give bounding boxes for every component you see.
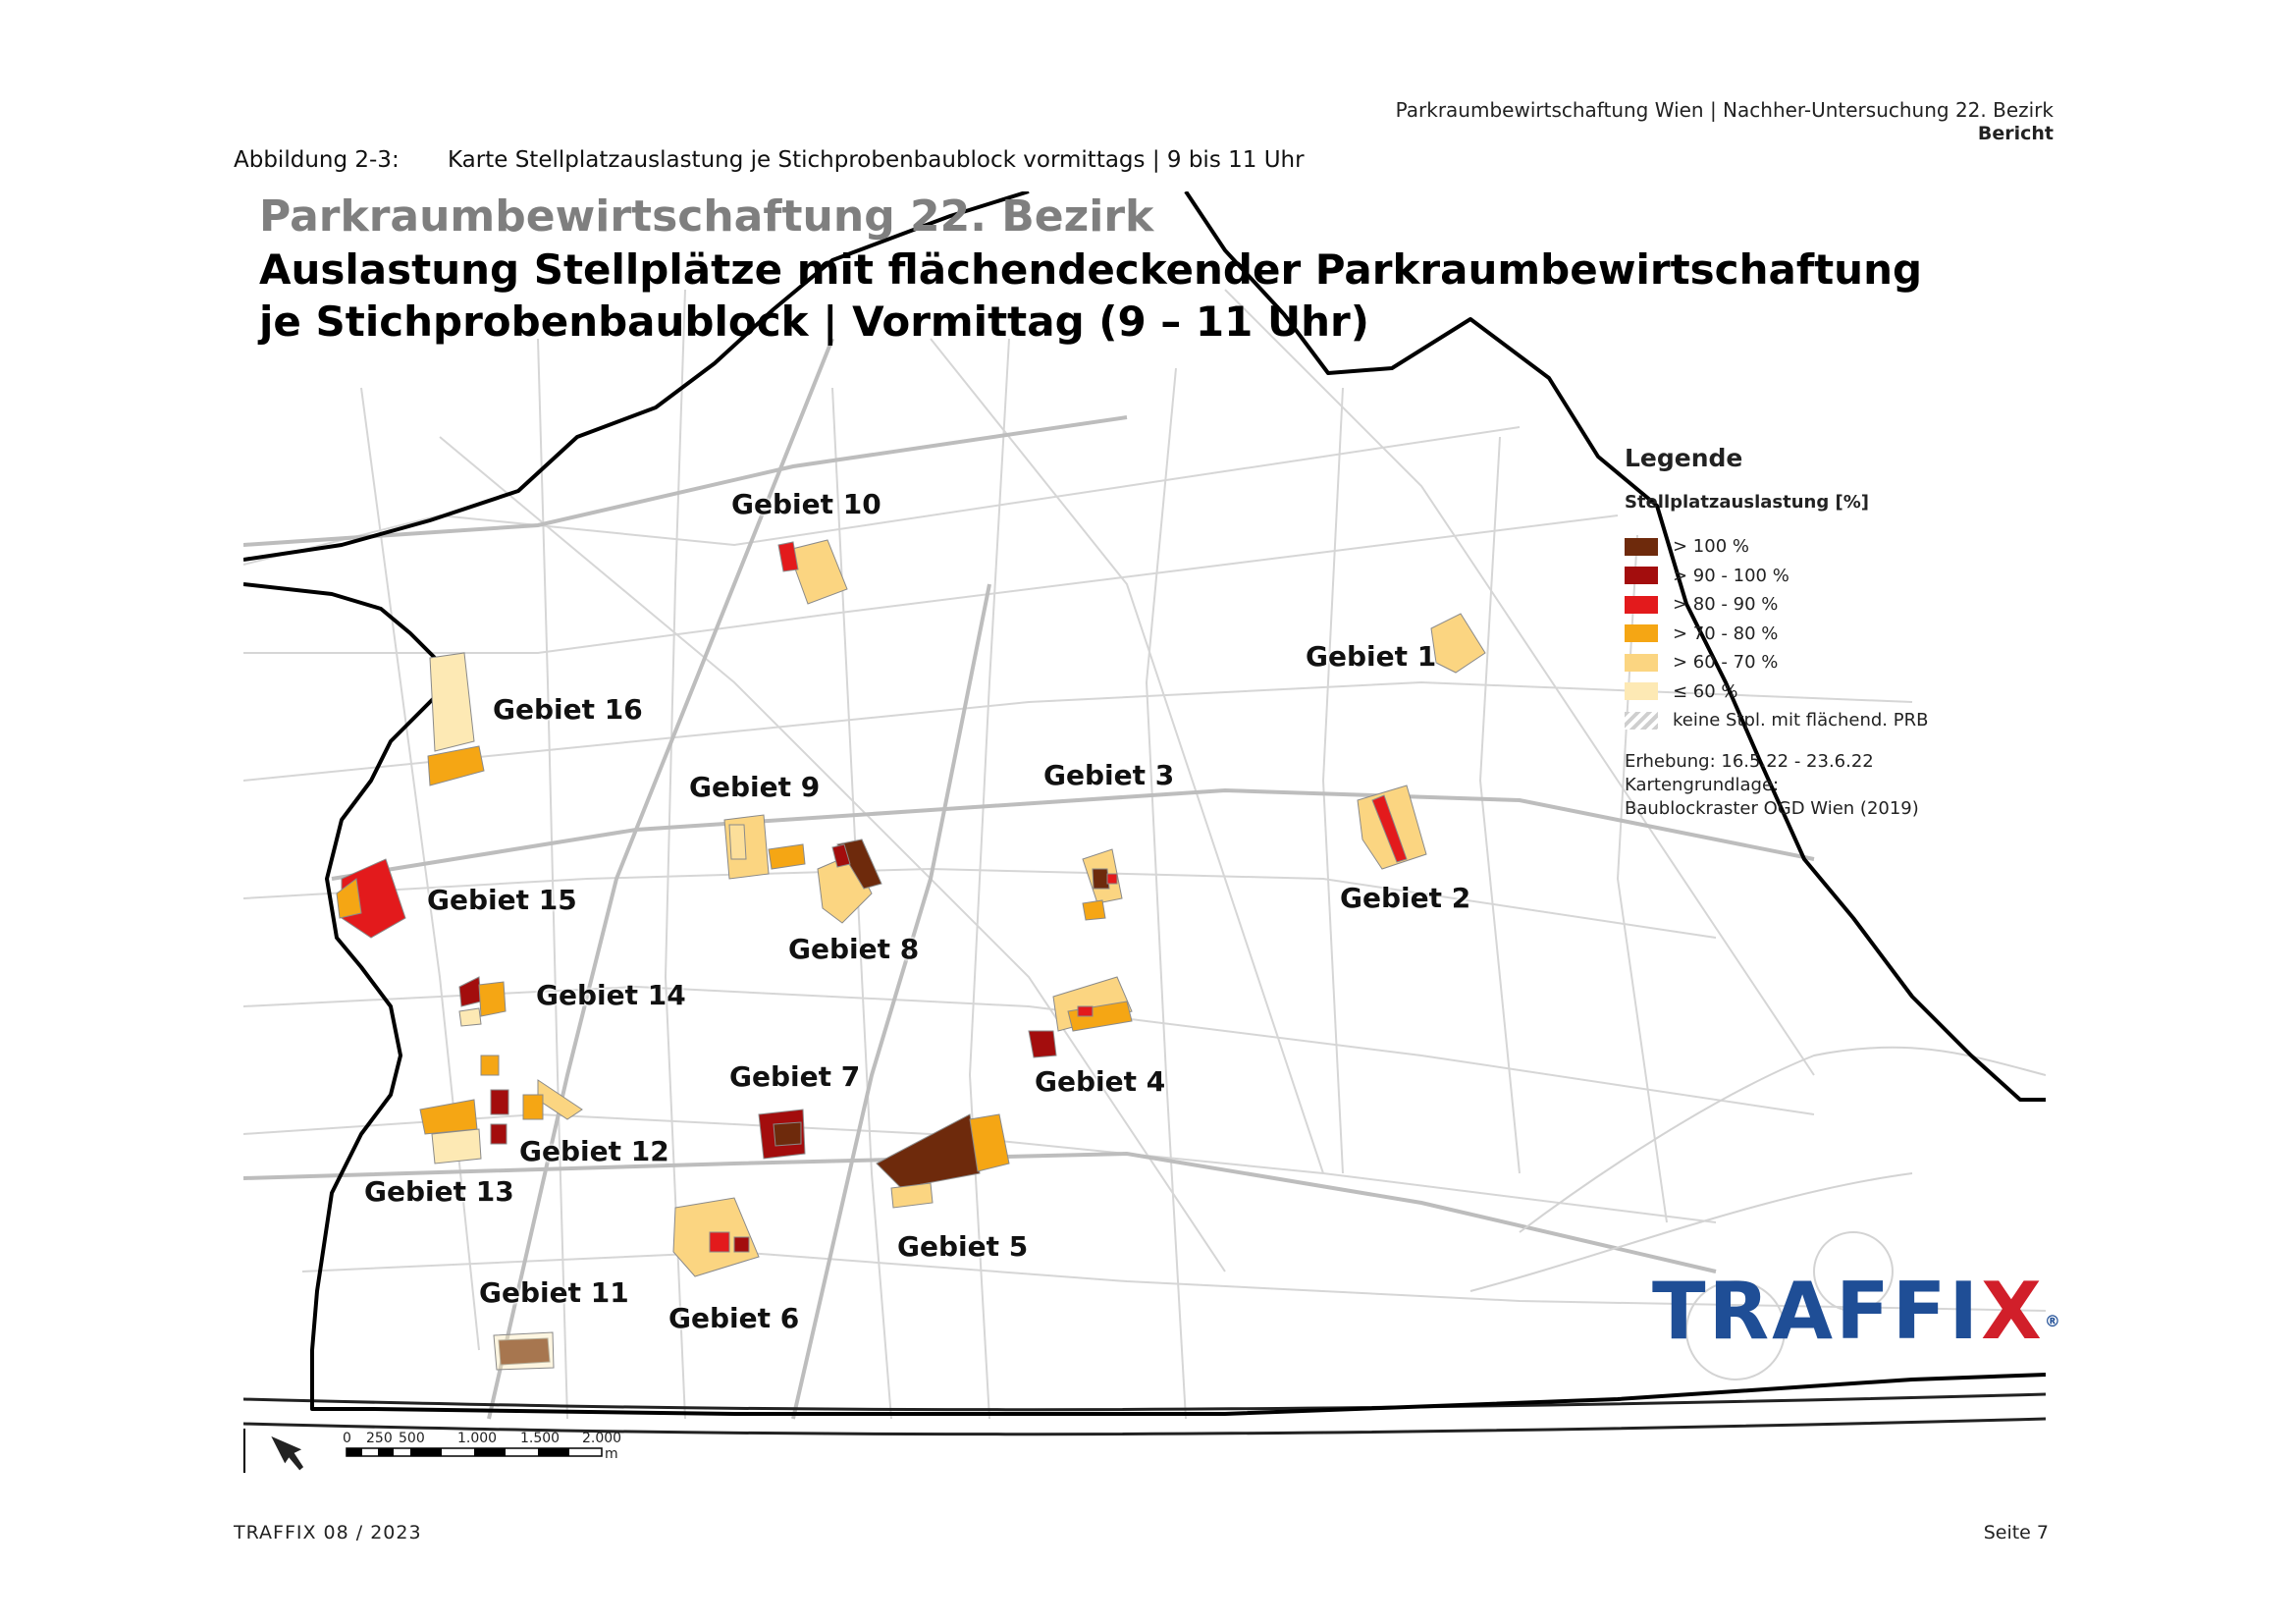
legend-item bbox=[1625, 562, 1949, 591]
scale-label-500: 500 bbox=[399, 1431, 425, 1446]
scale-label-1000: 1.000 bbox=[457, 1431, 498, 1446]
legend-item bbox=[1625, 590, 1949, 620]
scale-label-0: 0 bbox=[343, 1431, 351, 1446]
legend-item bbox=[1625, 706, 1949, 735]
legend-swatch bbox=[1625, 596, 1658, 614]
area-label-10: Gebiet 10 bbox=[731, 488, 881, 520]
map-legend bbox=[1625, 444, 1949, 821]
area-label-6: Gebiet 6 bbox=[668, 1302, 800, 1334]
figure-caption-text: Karte Stellplatzauslastung je Stichprobenbaublock vormittags | 9 bis 11 Uhr bbox=[448, 147, 1305, 173]
survey-period: Erhebung: 16.5.22 - 23.6.22 bbox=[1625, 750, 1874, 772]
scale-label-1500: 1.500 bbox=[520, 1431, 561, 1446]
area-label-14: Gebiet 14 bbox=[536, 979, 686, 1011]
legend-label: > 90 - 100 % bbox=[1673, 565, 1789, 586]
area-label-12: Gebiet 12 bbox=[519, 1135, 669, 1167]
map-title-line-2: je Stichprobenbaublock | Vormittag (9 – 11 Uhr) bbox=[259, 298, 1369, 346]
logo-registered: ® bbox=[2044, 1312, 2063, 1330]
page-number: Seite 7 bbox=[1983, 1522, 2049, 1543]
area-label-9: Gebiet 9 bbox=[689, 771, 821, 803]
legend-item bbox=[1625, 532, 1949, 562]
logo-text: TRAFFI bbox=[1652, 1266, 1982, 1357]
area-label-4: Gebiet 4 bbox=[1035, 1065, 1166, 1098]
footer-left: TRAFFIX 08 / 2023 bbox=[234, 1522, 422, 1543]
scale-label-2000: 2.000 bbox=[582, 1431, 622, 1446]
legend-label: > 60 - 70 % bbox=[1673, 652, 1779, 674]
document-type: Bericht bbox=[1977, 123, 2054, 144]
legend-swatch bbox=[1625, 654, 1658, 672]
area-label-2: Gebiet 2 bbox=[1340, 882, 1471, 914]
area-label-5: Gebiet 5 bbox=[897, 1230, 1029, 1263]
document-header: Parkraumbewirtschaftung Wien | Nachher-Untersuchung 22. Bezirk bbox=[1395, 98, 2054, 122]
legend-item bbox=[1625, 677, 1949, 707]
legend-item bbox=[1625, 648, 1949, 677]
legend-title: Legende bbox=[1625, 444, 1743, 472]
area-label-1: Gebiet 1 bbox=[1306, 640, 1437, 673]
scale-label-250: 250 bbox=[366, 1431, 393, 1446]
area-label-11: Gebiet 11 bbox=[479, 1276, 629, 1309]
legend-swatch bbox=[1625, 567, 1658, 584]
legend-swatch-hatch bbox=[1625, 712, 1658, 730]
legend-label: > 100 % bbox=[1673, 536, 1749, 558]
area-label-15: Gebiet 15 bbox=[427, 884, 577, 916]
map-title-district: Parkraumbewirtschaftung 22. Bezirk bbox=[259, 191, 1154, 242]
map-title-line-1: Auslastung Stellplätze mit flächendeckender Parkraumbewirtschaftung bbox=[259, 245, 1923, 294]
legend-label: > 80 - 90 % bbox=[1673, 594, 1779, 616]
area-label-13: Gebiet 13 bbox=[364, 1175, 514, 1208]
legend-label: > 70 - 80 % bbox=[1673, 623, 1779, 644]
figure-caption bbox=[234, 147, 1305, 173]
legend-item bbox=[1625, 620, 1949, 649]
traffix-logo bbox=[1652, 1266, 2063, 1357]
legend-notes bbox=[1625, 750, 1949, 821]
legend-swatch bbox=[1625, 682, 1658, 700]
scale-unit: m bbox=[605, 1446, 618, 1462]
map-basis-label: Kartengrundlage: bbox=[1625, 774, 1780, 795]
legend-subtitle: Stellplatzauslastung [%] bbox=[1625, 492, 1869, 513]
figure-number: Abbildung 2-3: bbox=[234, 147, 400, 173]
legend-label: keine Stpl. mit flächend. PRB bbox=[1673, 710, 1929, 731]
area-label-7: Gebiet 7 bbox=[729, 1060, 861, 1093]
map-title bbox=[259, 244, 1922, 348]
legend-swatch bbox=[1625, 538, 1658, 556]
logo-x: X bbox=[1981, 1266, 2045, 1357]
legend-label: ≤ 60 % bbox=[1673, 680, 1738, 702]
area-label-16: Gebiet 16 bbox=[493, 693, 643, 726]
area-label-3: Gebiet 3 bbox=[1043, 759, 1175, 791]
legend-swatch bbox=[1625, 624, 1658, 642]
area-label-8: Gebiet 8 bbox=[788, 933, 920, 965]
map-basis-source: Baublockraster OGD Wien (2019) bbox=[1625, 797, 1919, 819]
